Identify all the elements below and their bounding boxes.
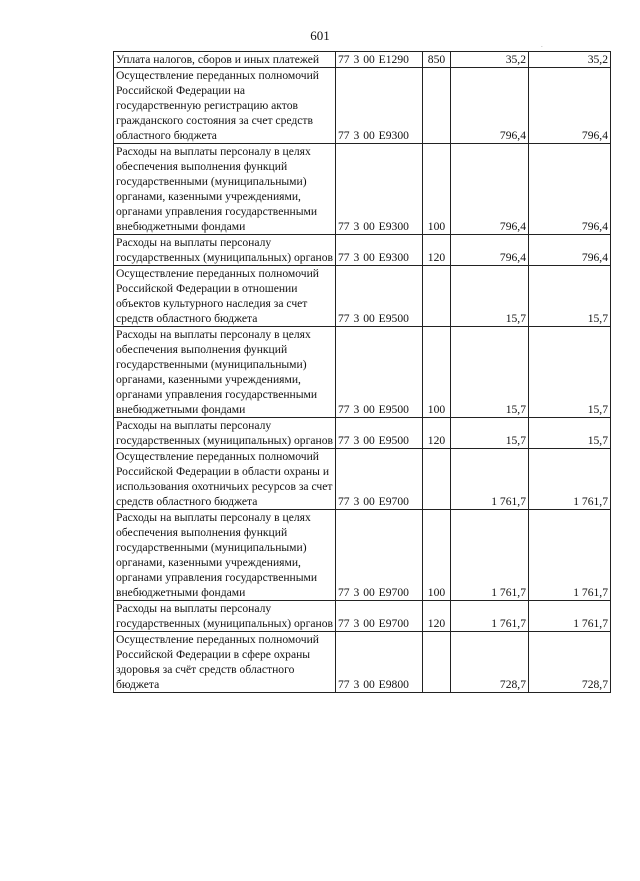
row-code: 77 3 00 E9500 xyxy=(336,327,423,418)
row-expense-type xyxy=(423,68,451,144)
row-code: 77 3 00 E9700 xyxy=(336,449,423,510)
row-description: Расходы на выплаты персоналу в целях обеспечения выполнения функций государственными (муниципальными) органами, казенными учреждениями, органами управления государственными внебюджетными фондами xyxy=(114,510,336,601)
row-code: 77 3 00 E9800 xyxy=(336,632,423,693)
row-amount-2: 796,4 xyxy=(529,68,611,144)
row-amount-1: 796,4 xyxy=(451,235,529,266)
row-amount-1: 1 761,7 xyxy=(451,601,529,632)
row-amount-1: 796,4 xyxy=(451,68,529,144)
row-code: 77 3 00 E9500 xyxy=(336,418,423,449)
row-expense-type: 100 xyxy=(423,510,451,601)
table-row xyxy=(114,327,611,418)
table-row xyxy=(114,266,611,327)
row-code: 77 3 00 E9700 xyxy=(336,510,423,601)
table-row xyxy=(114,601,611,632)
row-amount-1: 1 761,7 xyxy=(451,510,529,601)
row-description: Осуществление переданных полномочий Российской Федерации в сфере охраны здоровья за счёт средств областного бюджета xyxy=(114,632,336,693)
budget-table-body xyxy=(114,52,611,693)
row-code: 77 3 00 E1290 xyxy=(336,52,423,68)
row-amount-2: 728,7 xyxy=(529,632,611,693)
row-description: Осуществление переданных полномочий Российской Федерации в отношении объектов культурного наследия за счет средств областного бюджета xyxy=(114,266,336,327)
row-code: 77 3 00 E9300 xyxy=(336,144,423,235)
table-row xyxy=(114,449,611,510)
table-row xyxy=(114,510,611,601)
row-amount-1: 15,7 xyxy=(451,266,529,327)
row-expense-type xyxy=(423,632,451,693)
row-amount-2: 15,7 xyxy=(529,266,611,327)
row-description: Расходы на выплаты персоналу государственных (муниципальных) органов xyxy=(114,235,336,266)
row-amount-2: 35,2 xyxy=(529,52,611,68)
row-amount-2: 796,4 xyxy=(529,144,611,235)
row-amount-1: 15,7 xyxy=(451,327,529,418)
row-description: Расходы на выплаты персоналу в целях обеспечения выполнения функций государственными (муниципальными) органами, казенными учреждениями, органами управления государственными внебюджетными фондами xyxy=(114,327,336,418)
row-amount-2: 1 761,7 xyxy=(529,449,611,510)
row-amount-1: 35,2 xyxy=(451,52,529,68)
row-expense-type: 100 xyxy=(423,144,451,235)
row-code: 77 3 00 E9300 xyxy=(336,235,423,266)
budget-table xyxy=(113,51,611,693)
row-amount-2: 1 761,7 xyxy=(529,601,611,632)
row-amount-2: 15,7 xyxy=(529,418,611,449)
row-code: 77 3 00 E9300 xyxy=(336,68,423,144)
row-amount-1: 1 761,7 xyxy=(451,449,529,510)
row-expense-type: 120 xyxy=(423,418,451,449)
corner-mark: . xyxy=(541,41,543,49)
row-description: Осуществление переданных полномочий Российской Федерации в области охраны и использования охотничьих ресурсов за счет средств областного бюджета xyxy=(114,449,336,510)
row-amount-1: 796,4 xyxy=(451,144,529,235)
table-row xyxy=(114,144,611,235)
row-amount-1: 728,7 xyxy=(451,632,529,693)
table-row xyxy=(114,632,611,693)
row-amount-2: 1 761,7 xyxy=(529,510,611,601)
table-row xyxy=(114,68,611,144)
row-code: 77 3 00 E9700 xyxy=(336,601,423,632)
row-description: Уплата налогов, сборов и иных платежей xyxy=(114,52,336,68)
row-expense-type: 850 xyxy=(423,52,451,68)
table-row xyxy=(114,418,611,449)
row-amount-2: 15,7 xyxy=(529,327,611,418)
row-amount-1: 15,7 xyxy=(451,418,529,449)
table-row xyxy=(114,235,611,266)
row-amount-2: 796,4 xyxy=(529,235,611,266)
row-description: Расходы на выплаты персоналу в целях обеспечения выполнения функций государственными (муниципальными) органами, казенными учреждениями, органами управления государственными внебюджетными фондами xyxy=(114,144,336,235)
row-description: Осуществление переданных полномочий Российской Федерации на государственную регистрацию актов гражданского состояния за счет средств областного бюджета xyxy=(114,68,336,144)
row-expense-type xyxy=(423,266,451,327)
row-expense-type: 120 xyxy=(423,235,451,266)
row-expense-type: 100 xyxy=(423,327,451,418)
row-description: Расходы на выплаты персоналу государственных (муниципальных) органов xyxy=(114,418,336,449)
row-expense-type: 120 xyxy=(423,601,451,632)
row-description: Расходы на выплаты персоналу государственных (муниципальных) органов xyxy=(114,601,336,632)
row-code: 77 3 00 E9500 xyxy=(336,266,423,327)
row-expense-type xyxy=(423,449,451,510)
table-row xyxy=(114,52,611,68)
page-number: 601 xyxy=(310,28,330,43)
